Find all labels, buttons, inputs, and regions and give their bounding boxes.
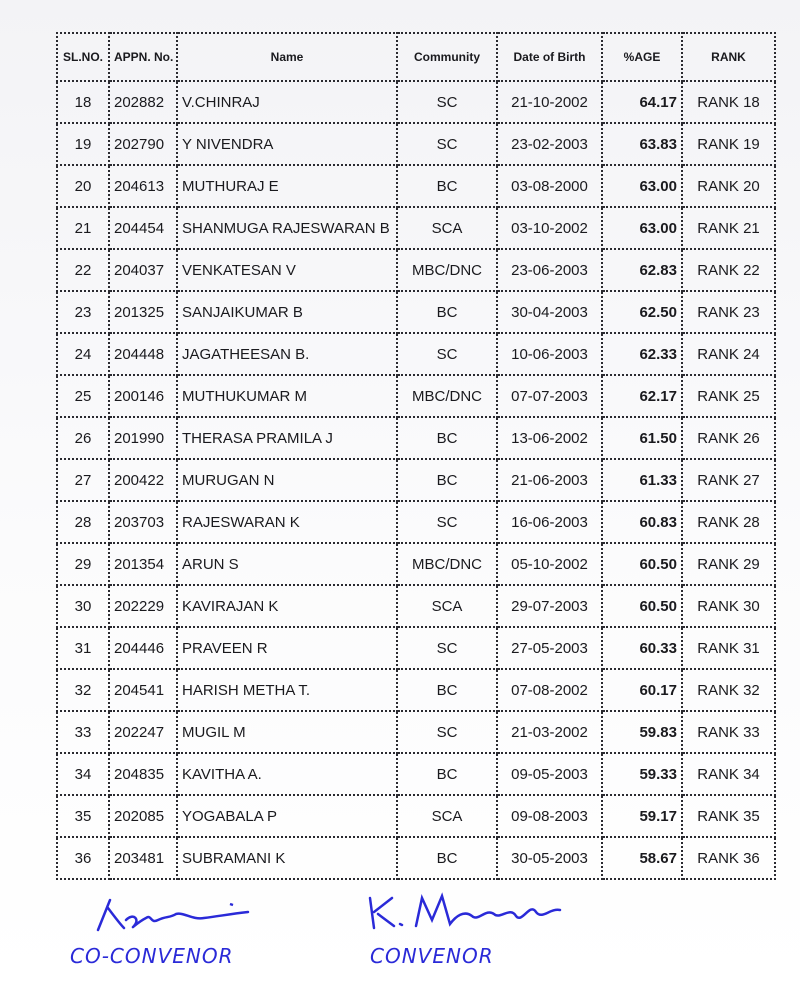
cell-appn-no: 201354 bbox=[109, 543, 177, 585]
cell-rank: RANK 34 bbox=[682, 753, 775, 795]
cell-sl-no: 18 bbox=[57, 81, 109, 123]
cell-percentage: 63.00 bbox=[602, 165, 682, 207]
cell-name: HARISH METHA T. bbox=[177, 669, 397, 711]
cell-sl-no: 35 bbox=[57, 795, 109, 837]
cell-dob: 21-06-2003 bbox=[497, 459, 602, 501]
col-header-community: Community bbox=[397, 33, 497, 81]
cell-appn-no: 202247 bbox=[109, 711, 177, 753]
table-row bbox=[57, 585, 775, 627]
cell-name: MUTHURAJ E bbox=[177, 165, 397, 207]
signature-block bbox=[70, 888, 590, 978]
cell-community: BC bbox=[397, 291, 497, 333]
cell-community: BC bbox=[397, 669, 497, 711]
table-row bbox=[57, 543, 775, 585]
cell-appn-no: 203703 bbox=[109, 501, 177, 543]
cell-dob: 21-10-2002 bbox=[497, 81, 602, 123]
cell-name: VENKATESAN V bbox=[177, 249, 397, 291]
cell-community: MBC/DNC bbox=[397, 249, 497, 291]
cell-community: BC bbox=[397, 417, 497, 459]
cell-name: MUGIL M bbox=[177, 711, 397, 753]
cell-rank: RANK 26 bbox=[682, 417, 775, 459]
table-row bbox=[57, 753, 775, 795]
cell-dob: 29-07-2003 bbox=[497, 585, 602, 627]
cell-appn-no: 202085 bbox=[109, 795, 177, 837]
cell-community: BC bbox=[397, 837, 497, 879]
cell-appn-no: 200422 bbox=[109, 459, 177, 501]
cell-community: SCA bbox=[397, 795, 497, 837]
cell-sl-no: 21 bbox=[57, 207, 109, 249]
cell-community: SC bbox=[397, 333, 497, 375]
cell-community: MBC/DNC bbox=[397, 543, 497, 585]
col-header-name: Name bbox=[177, 33, 397, 81]
cell-sl-no: 36 bbox=[57, 837, 109, 879]
cell-dob: 03-10-2002 bbox=[497, 207, 602, 249]
cell-name: MURUGAN N bbox=[177, 459, 397, 501]
cell-dob: 09-08-2003 bbox=[497, 795, 602, 837]
cell-percentage: 62.33 bbox=[602, 333, 682, 375]
convenor-label: CONVENOR bbox=[370, 944, 494, 968]
cell-percentage: 61.50 bbox=[602, 417, 682, 459]
cell-rank: RANK 35 bbox=[682, 795, 775, 837]
cell-appn-no: 203481 bbox=[109, 837, 177, 879]
cell-name: JAGATHEESAN B. bbox=[177, 333, 397, 375]
cell-rank: RANK 20 bbox=[682, 165, 775, 207]
col-header-rank: RANK bbox=[682, 33, 775, 81]
col-header-slno: SL.NO. bbox=[57, 33, 109, 81]
co-convenor-label: CO-CONVENOR bbox=[70, 944, 234, 968]
cell-percentage: 59.17 bbox=[602, 795, 682, 837]
cell-appn-no: 204448 bbox=[109, 333, 177, 375]
cell-name: ARUN S bbox=[177, 543, 397, 585]
cell-sl-no: 32 bbox=[57, 669, 109, 711]
cell-name: PRAVEEN R bbox=[177, 627, 397, 669]
cell-sl-no: 20 bbox=[57, 165, 109, 207]
table-row bbox=[57, 417, 775, 459]
table-row bbox=[57, 669, 775, 711]
table-row bbox=[57, 627, 775, 669]
cell-rank: RANK 24 bbox=[682, 333, 775, 375]
cell-community: SCA bbox=[397, 585, 497, 627]
cell-percentage: 64.17 bbox=[602, 81, 682, 123]
cell-appn-no: 202790 bbox=[109, 123, 177, 165]
table-row bbox=[57, 123, 775, 165]
cell-sl-no: 24 bbox=[57, 333, 109, 375]
col-header-dob: Date of Birth bbox=[497, 33, 602, 81]
cell-name: Y NIVENDRA bbox=[177, 123, 397, 165]
cell-rank: RANK 18 bbox=[682, 81, 775, 123]
cell-sl-no: 25 bbox=[57, 375, 109, 417]
cell-sl-no: 33 bbox=[57, 711, 109, 753]
cell-percentage: 62.17 bbox=[602, 375, 682, 417]
cell-percentage: 60.83 bbox=[602, 501, 682, 543]
cell-rank: RANK 21 bbox=[682, 207, 775, 249]
cell-dob: 23-06-2003 bbox=[497, 249, 602, 291]
cell-name: MUTHUKUMAR M bbox=[177, 375, 397, 417]
cell-rank: RANK 19 bbox=[682, 123, 775, 165]
cell-sl-no: 29 bbox=[57, 543, 109, 585]
cell-rank: RANK 30 bbox=[682, 585, 775, 627]
col-header-percentage: %AGE bbox=[602, 33, 682, 81]
cell-community: SC bbox=[397, 501, 497, 543]
cell-name: RAJESWARAN K bbox=[177, 501, 397, 543]
cell-dob: 21-03-2002 bbox=[497, 711, 602, 753]
table-row bbox=[57, 291, 775, 333]
cell-rank: RANK 23 bbox=[682, 291, 775, 333]
cell-percentage: 59.83 bbox=[602, 711, 682, 753]
cell-rank: RANK 31 bbox=[682, 627, 775, 669]
cell-sl-no: 30 bbox=[57, 585, 109, 627]
cell-appn-no: 202229 bbox=[109, 585, 177, 627]
cell-community: BC bbox=[397, 753, 497, 795]
cell-name: SHANMUGA RAJESWARAN B bbox=[177, 207, 397, 249]
cell-community: SC bbox=[397, 81, 497, 123]
rank-list-table bbox=[56, 32, 776, 880]
table-row bbox=[57, 165, 775, 207]
cell-dob: 10-06-2003 bbox=[497, 333, 602, 375]
cell-dob: 27-05-2003 bbox=[497, 627, 602, 669]
cell-appn-no: 204835 bbox=[109, 753, 177, 795]
cell-rank: RANK 22 bbox=[682, 249, 775, 291]
cell-rank: RANK 32 bbox=[682, 669, 775, 711]
cell-rank: RANK 25 bbox=[682, 375, 775, 417]
cell-community: SCA bbox=[397, 207, 497, 249]
table-row bbox=[57, 501, 775, 543]
cell-percentage: 59.33 bbox=[602, 753, 682, 795]
convenor-signature bbox=[360, 890, 590, 940]
col-header-appn: APPN. No. bbox=[109, 33, 177, 81]
cell-dob: 30-05-2003 bbox=[497, 837, 602, 879]
cell-percentage: 60.17 bbox=[602, 669, 682, 711]
cell-appn-no: 204613 bbox=[109, 165, 177, 207]
cell-rank: RANK 28 bbox=[682, 501, 775, 543]
cell-sl-no: 19 bbox=[57, 123, 109, 165]
table-row bbox=[57, 711, 775, 753]
cell-dob: 23-02-2003 bbox=[497, 123, 602, 165]
cell-name: SUBRAMANI K bbox=[177, 837, 397, 879]
cell-sl-no: 28 bbox=[57, 501, 109, 543]
cell-sl-no: 31 bbox=[57, 627, 109, 669]
table-row bbox=[57, 375, 775, 417]
cell-dob: 16-06-2003 bbox=[497, 501, 602, 543]
cell-rank: RANK 33 bbox=[682, 711, 775, 753]
cell-dob: 09-05-2003 bbox=[497, 753, 602, 795]
cell-percentage: 62.83 bbox=[602, 249, 682, 291]
table-row bbox=[57, 837, 775, 879]
cell-name: YOGABALA P bbox=[177, 795, 397, 837]
cell-rank: RANK 29 bbox=[682, 543, 775, 585]
cell-appn-no: 201990 bbox=[109, 417, 177, 459]
cell-community: MBC/DNC bbox=[397, 375, 497, 417]
cell-community: SC bbox=[397, 627, 497, 669]
cell-percentage: 61.33 bbox=[602, 459, 682, 501]
cell-percentage: 63.00 bbox=[602, 207, 682, 249]
cell-percentage: 63.83 bbox=[602, 123, 682, 165]
cell-percentage: 60.50 bbox=[602, 543, 682, 585]
table-header-row bbox=[57, 33, 775, 81]
table-row bbox=[57, 249, 775, 291]
cell-percentage: 58.67 bbox=[602, 837, 682, 879]
cell-percentage: 60.50 bbox=[602, 585, 682, 627]
cell-sl-no: 27 bbox=[57, 459, 109, 501]
cell-rank: RANK 36 bbox=[682, 837, 775, 879]
cell-sl-no: 22 bbox=[57, 249, 109, 291]
table-row bbox=[57, 81, 775, 123]
table-row bbox=[57, 459, 775, 501]
cell-dob: 05-10-2002 bbox=[497, 543, 602, 585]
cell-appn-no: 200146 bbox=[109, 375, 177, 417]
cell-rank: RANK 27 bbox=[682, 459, 775, 501]
cell-sl-no: 34 bbox=[57, 753, 109, 795]
cell-community: BC bbox=[397, 459, 497, 501]
cell-appn-no: 204541 bbox=[109, 669, 177, 711]
cell-name: KAVIRAJAN K bbox=[177, 585, 397, 627]
cell-dob: 07-07-2003 bbox=[497, 375, 602, 417]
cell-appn-no: 204454 bbox=[109, 207, 177, 249]
cell-dob: 07-08-2002 bbox=[497, 669, 602, 711]
co-convenor-signature bbox=[80, 890, 260, 940]
cell-community: BC bbox=[397, 165, 497, 207]
cell-name: SANJAIKUMAR B bbox=[177, 291, 397, 333]
cell-dob: 03-08-2000 bbox=[497, 165, 602, 207]
cell-appn-no: 202882 bbox=[109, 81, 177, 123]
cell-appn-no: 204446 bbox=[109, 627, 177, 669]
cell-name: THERASA PRAMILA J bbox=[177, 417, 397, 459]
cell-appn-no: 204037 bbox=[109, 249, 177, 291]
table-row bbox=[57, 795, 775, 837]
cell-percentage: 60.33 bbox=[602, 627, 682, 669]
table-row bbox=[57, 207, 775, 249]
table-body bbox=[57, 81, 775, 879]
cell-sl-no: 26 bbox=[57, 417, 109, 459]
cell-appn-no: 201325 bbox=[109, 291, 177, 333]
cell-sl-no: 23 bbox=[57, 291, 109, 333]
cell-name: KAVITHA A. bbox=[177, 753, 397, 795]
cell-dob: 30-04-2003 bbox=[497, 291, 602, 333]
cell-name: V.CHINRAJ bbox=[177, 81, 397, 123]
table-row bbox=[57, 333, 775, 375]
cell-percentage: 62.50 bbox=[602, 291, 682, 333]
cell-dob: 13-06-2002 bbox=[497, 417, 602, 459]
cell-community: SC bbox=[397, 711, 497, 753]
cell-community: SC bbox=[397, 123, 497, 165]
